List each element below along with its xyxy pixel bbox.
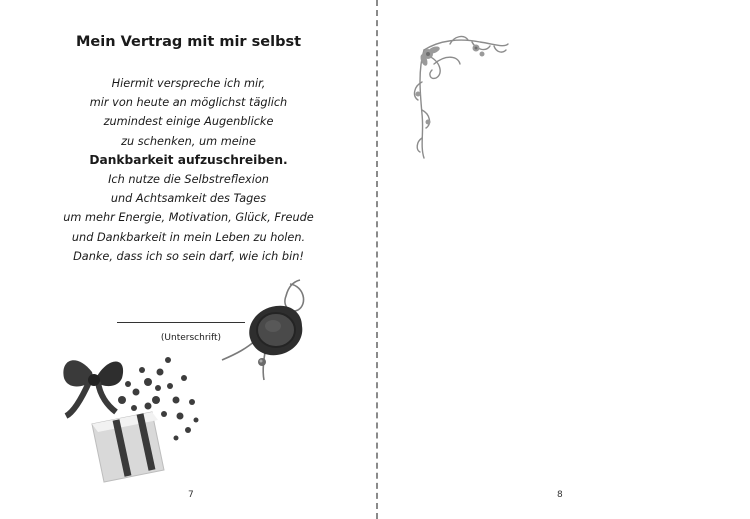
contract-line: um mehr Energie, Motivation, Glück, Freude xyxy=(63,211,314,225)
contract-text xyxy=(0,74,377,266)
gift-box-icon xyxy=(52,342,207,490)
contract-line: mir von heute an möglichst täglich xyxy=(89,96,288,110)
contract-line: zumindest einige Augenblicke xyxy=(103,115,274,129)
contract-line: Danke, dass ich so sein darf, wie ich bin! xyxy=(73,249,304,263)
contract-line: zu schenken, um meine xyxy=(121,134,256,148)
page-title: Mein Vertrag mit mir selbst xyxy=(75,34,302,50)
contract-line: und Achtsamkeit des Tages xyxy=(110,192,267,206)
wax-seal-icon xyxy=(218,276,333,381)
page-number-right: 8 xyxy=(557,490,563,500)
page-number-left: 7 xyxy=(188,490,194,500)
signature-label: (Unterschrift) xyxy=(160,333,222,343)
contract-line: und Dankbarkeit in mein Leben zu holen. xyxy=(71,230,306,244)
contract-line-emphasis: Dankbarkeit aufzuschreiben. xyxy=(89,152,288,167)
contract-line: Hiermit verspreche ich mir, xyxy=(111,77,266,90)
floral-corner-ornament-icon xyxy=(410,34,512,164)
contract-line: Ich nutze die Selbstreflexion xyxy=(108,173,269,187)
